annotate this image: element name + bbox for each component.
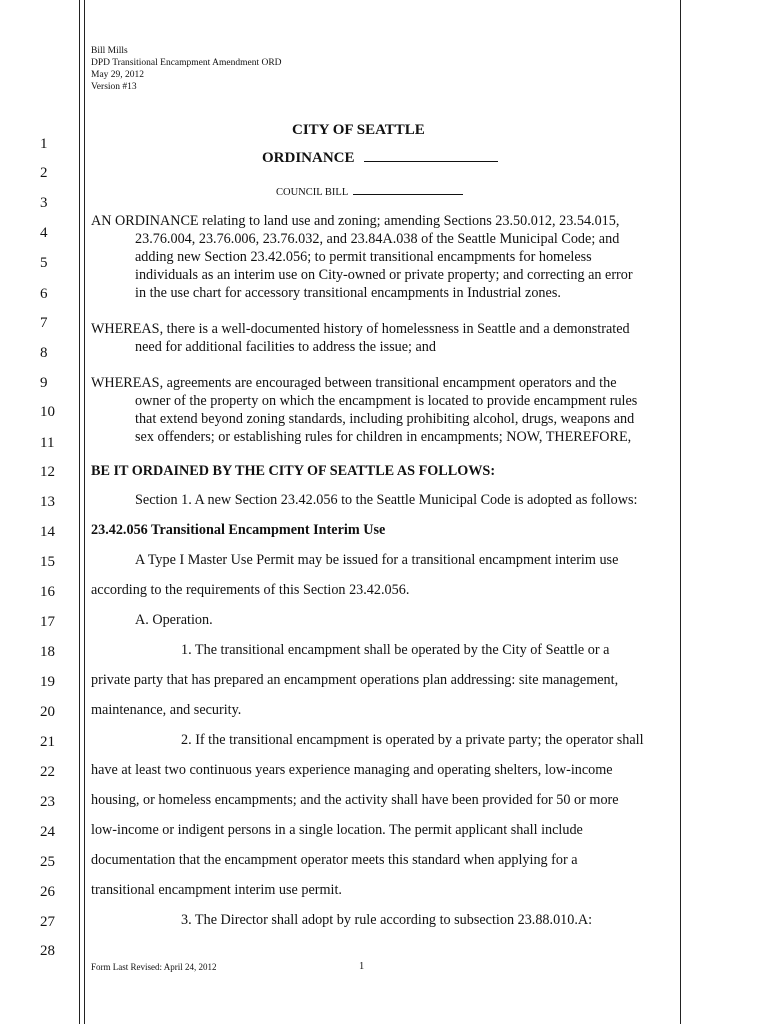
body-line: have at least two continuous years experience managing and operating shelters, low-income <box>91 762 613 778</box>
line-number: 5 <box>40 255 48 271</box>
footer-page-number: 1 <box>359 961 365 972</box>
enacting-clause: BE IT ORDAINED BY THE CITY OF SEATTLE AS FOLLOWS: <box>91 463 496 479</box>
line-number: 7 <box>40 315 48 331</box>
ordinance-number-blank <box>364 148 498 162</box>
ordinance-title-paragraph <box>91 212 671 302</box>
line-number: 8 <box>40 345 48 361</box>
paragraph-line: owner of the property on which the encampment is located to provide encampment rules <box>135 393 638 409</box>
subsection-a-heading: A. Operation. <box>135 612 213 628</box>
line-number: 26 <box>40 884 55 900</box>
footer-form-revised: Form Last Revised: April 24, 2012 <box>91 962 217 972</box>
header-version: Version #13 <box>91 82 137 92</box>
whereas-paragraph-2 <box>91 374 671 446</box>
paragraph-line: WHEREAS, there is a well-documented history of homelessness in Seattle and a demonstrated <box>91 321 630 337</box>
body-line: transitional encampment interim use permit. <box>91 882 342 898</box>
paragraph-line: adding new Section 23.42.056; to permit transitional encampments for homeless <box>135 249 592 265</box>
ordinance-label: ORDINANCE <box>262 150 355 166</box>
council-bill-number-blank <box>353 185 463 195</box>
header-date: May 29, 2012 <box>91 70 145 80</box>
body-line: maintenance, and security. <box>91 702 242 718</box>
line-number: 17 <box>40 614 55 630</box>
body-line: A Type I Master Use Permit may be issued for a transitional encampment interim use <box>135 552 619 568</box>
line-number: 14 <box>40 524 55 540</box>
body-line: housing, or homeless encampments; and the activity shall have been provided for 50 or more <box>91 792 619 808</box>
line-number: 13 <box>40 494 55 510</box>
section-heading: 23.42.056 Transitional Encampment Interim Use <box>91 522 386 538</box>
paragraph-line: 23.76.004, 23.76.006, 23.76.032, and 23.84A.038 of the Seattle Municipal Code; and <box>135 231 620 247</box>
council-bill-label: COUNCIL BILL <box>276 187 348 198</box>
body-line: private party that has prepared an encampment operations plan addressing: site management, <box>91 672 619 688</box>
line-number: 20 <box>40 704 55 720</box>
header-document-name: DPD Transitional Encampment Amendment ORD <box>91 58 282 68</box>
header-author: Bill Mills <box>91 46 128 56</box>
line-number: 18 <box>40 644 55 660</box>
line-number: 10 <box>40 404 55 420</box>
body-line: 3. The Director shall adopt by rule according to subsection 23.88.010.A: <box>181 912 593 928</box>
line-number: 9 <box>40 375 48 391</box>
left-margin-rule-inner <box>84 0 85 1024</box>
line-number: 6 <box>40 286 48 302</box>
body-line: low-income or indigent persons in a single location. The permit applicant shall include <box>91 822 583 838</box>
whereas-paragraph-1 <box>91 320 671 356</box>
line-number: 19 <box>40 674 55 690</box>
line-number: 16 <box>40 584 55 600</box>
right-margin-rule <box>680 0 681 1024</box>
line-number: 25 <box>40 854 55 870</box>
body-line: documentation that the encampment operator meets this standard when applying for a <box>91 852 578 868</box>
line-number: 3 <box>40 195 48 211</box>
paragraph-line: AN ORDINANCE relating to land use and zoning; amending Sections 23.50.012, 23.54.015, <box>91 213 620 229</box>
city-title: CITY OF SEATTLE <box>292 122 425 138</box>
paragraph-line: sex offenders; or establishing rules for children in encampments; NOW, THEREFORE, <box>135 429 632 445</box>
line-number: 11 <box>40 435 55 451</box>
line-number: 24 <box>40 824 55 840</box>
paragraph-line: WHEREAS, agreements are encouraged between transitional encampment operators and the <box>91 375 617 391</box>
body-line: according to the requirements of this Section 23.42.056. <box>91 582 410 598</box>
line-number: 21 <box>40 734 55 750</box>
line-number: 22 <box>40 764 55 780</box>
line-number: 1 <box>40 136 48 152</box>
line-number: 2 <box>40 165 48 181</box>
document-header <box>91 45 282 93</box>
paragraph-line: need for additional facilities to address the issue; and <box>135 339 436 355</box>
line-number: 12 <box>40 464 55 480</box>
line-number: 15 <box>40 554 55 570</box>
line-number: 28 <box>40 943 55 959</box>
ordinance-heading <box>262 148 498 167</box>
line-number: 27 <box>40 914 55 930</box>
body-line: 1. The transitional encampment shall be operated by the City of Seattle or a <box>181 642 610 658</box>
body-line: 2. If the transitional encampment is operated by a private party; the operator shall <box>181 732 644 748</box>
line-number: 23 <box>40 794 55 810</box>
section-1-intro: Section 1. A new Section 23.42.056 to the Seattle Municipal Code is adopted as follows: <box>135 492 638 508</box>
line-number: 4 <box>40 225 48 241</box>
paragraph-line: individuals as an interim use on City-owned or private property; and correcting an error <box>135 267 633 283</box>
council-bill <box>276 185 463 198</box>
paragraph-line: that extend beyond zoning standards, including prohibiting alcohol, drugs, weapons and <box>135 411 635 427</box>
paragraph-line: in the use chart for accessory transitional encampments in Industrial zones. <box>135 285 561 301</box>
